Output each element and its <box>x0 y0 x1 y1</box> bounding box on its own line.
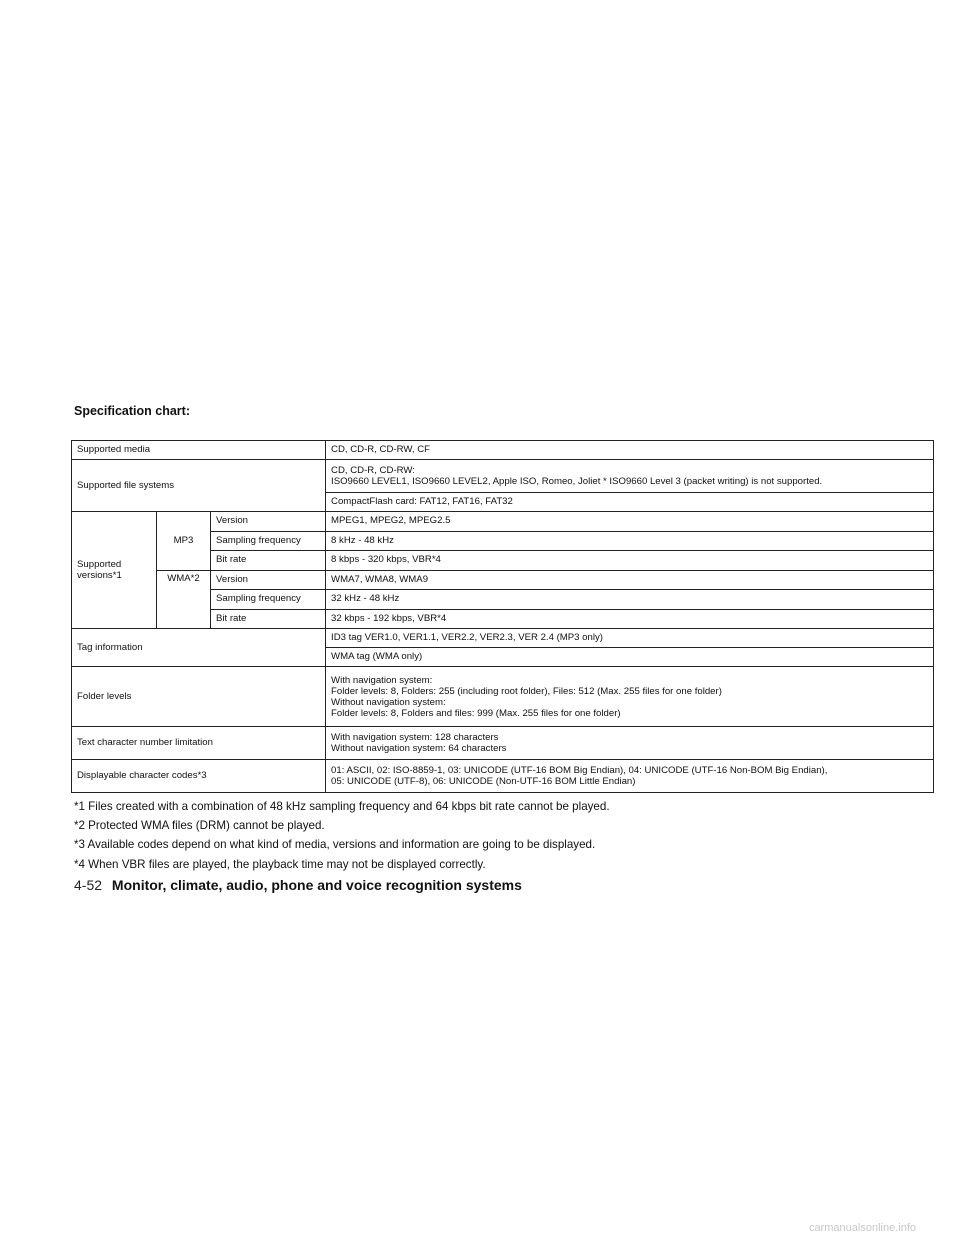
section-title: Monitor, climate, audio, phone and voice recognition systems <box>111 877 522 893</box>
row-value: MPEG1, MPEG2, MPEG2.5 <box>326 512 934 532</box>
specification-table <box>71 440 934 793</box>
row-value <box>326 760 934 793</box>
footnote: *3 Available codes depend on what kind of media, versions and information are going to be displayed. <box>74 838 596 852</box>
page-footer <box>74 877 522 893</box>
table-row <box>72 667 934 727</box>
row-value: WMA7, WMA8, WMA9 <box>326 570 934 590</box>
row-value <box>326 460 934 493</box>
row-value: 32 kbps - 192 kbps, VBR*4 <box>326 609 934 629</box>
footnote: *4 When VBR files are played, the playback time may not be displayed correctly. <box>74 857 486 871</box>
row-value: CD, CD-R, CD-RW, CF <box>326 441 934 460</box>
attribute-label: Bit rate <box>211 609 326 629</box>
value-line: With navigation system: 128 characters <box>331 732 499 743</box>
attribute-label: Bit rate <box>211 551 326 571</box>
footnote: *2 Protected WMA files (DRM) cannot be played. <box>74 819 325 833</box>
row-label: Text character number limitation <box>72 727 326 760</box>
row-value <box>326 727 934 760</box>
footnote: *1 Files created with a combination of 48 kHz sampling frequency and 64 kbps bit rate cannot be played. <box>74 800 610 813</box>
attribute-label: Version <box>211 570 326 590</box>
label-line: Supported <box>77 559 122 570</box>
row-label: Displayable character codes*3 <box>72 760 326 793</box>
attribute-label: Version <box>211 512 326 532</box>
value-line: Folder levels: 8, Folders: 255 (including root folder), Files: 512 (Max. 255 files for one folder) <box>331 685 722 697</box>
value-line: ISO9660 LEVEL1, ISO9660 LEVEL2, Apple ISO, Romeo, Joliet * ISO9660 Level 3 (packet writing) is not supported. <box>331 476 823 487</box>
label-line: versions*1 <box>77 570 122 581</box>
value-line: Without navigation system: 64 characters <box>331 743 507 754</box>
value-line: 01: ASCII, 02: ISO-8859-1, 03: UNICODE (UTF-16 BOM Big Endian), 04: UNICODE (UTF-16 Non-BOM Big Endian), <box>331 765 828 776</box>
attribute-label: Sampling frequency <box>211 590 326 610</box>
value-line: CD, CD-R, CD-RW: <box>331 465 415 476</box>
row-label <box>72 512 157 629</box>
value-line: With navigation system: <box>331 674 433 686</box>
row-label: Supported media <box>72 441 326 460</box>
table-row <box>72 760 934 793</box>
watermark: carmanualsonline.info <box>808 1222 916 1234</box>
row-label: Supported file systems <box>72 460 326 512</box>
row-value: CompactFlash card: FAT12, FAT16, FAT32 <box>326 493 934 512</box>
footnotes <box>74 800 944 877</box>
table-row <box>72 441 934 460</box>
attribute-label: Sampling frequency <box>211 531 326 551</box>
row-value: ID3 tag VER1.0, VER1.1, VER2.2, VER2.3, VER 2.4 (MP3 only) <box>326 629 934 648</box>
format-label: WMA*2 <box>157 570 211 629</box>
table-row <box>72 570 934 590</box>
row-value: WMA tag (WMA only) <box>326 648 934 667</box>
format-label: MP3 <box>157 512 211 571</box>
table-row <box>72 460 934 493</box>
table-row <box>72 727 934 760</box>
value-line: Without navigation system: <box>331 696 446 708</box>
table-row <box>72 629 934 648</box>
row-value: 32 kHz - 48 kHz <box>326 590 934 610</box>
row-value: 8 kHz - 48 kHz <box>326 531 934 551</box>
row-value: 8 kbps - 320 kbps, VBR*4 <box>326 551 934 571</box>
value-line: Folder levels: 8, Folders and files: 999 (Max. 255 files for one folder) <box>331 707 621 719</box>
row-label: Folder levels <box>72 667 326 727</box>
page-number: 4-52 <box>74 877 103 893</box>
row-value <box>326 667 934 727</box>
section-heading: Specification chart: <box>74 404 190 418</box>
row-label: Tag information <box>72 629 326 667</box>
value-line: 05: UNICODE (UTF-8), 06: UNICODE (Non-UTF-16 BOM Little Endian) <box>331 776 636 787</box>
table-row <box>72 512 934 532</box>
